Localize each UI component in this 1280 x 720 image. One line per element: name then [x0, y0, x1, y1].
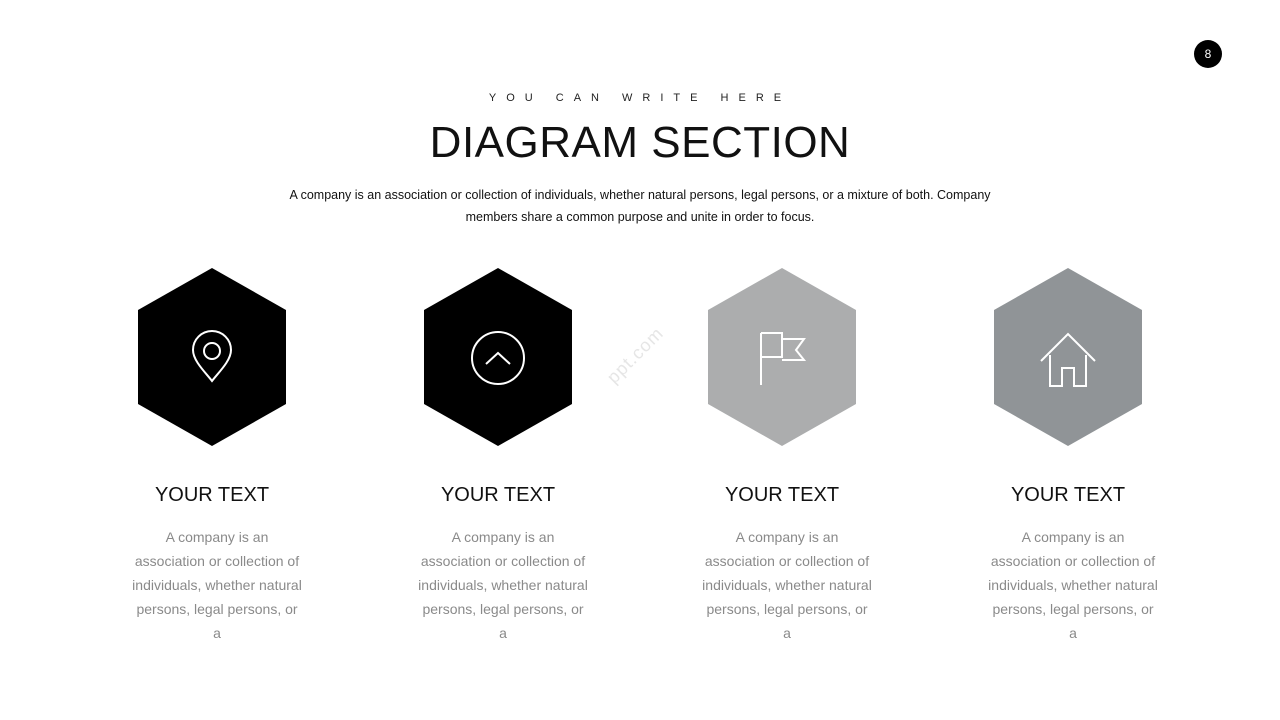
card-title: YOUR TEXT: [724, 484, 840, 506]
page-number-badge: 8: [1194, 40, 1222, 68]
card-description: A company is an association or collection of individuals, whether natural persons, legal persons, or a: [702, 529, 872, 641]
intro-paragraph: A company is an association or collection of individuals, whether natural persons, legal persons, or a mixture of both. Company members share a common purpose and unite in order to focus.: [289, 188, 991, 224]
card-title: YOUR TEXT: [1010, 484, 1126, 506]
card-description: A company is an association or collection of individuals, whether natural persons, legal persons, or a: [418, 529, 588, 641]
flag-icon: [752, 327, 812, 387]
hexagon-shape: [424, 268, 572, 446]
card-title: YOUR TEXT: [154, 484, 270, 506]
kicker-text: YOU CAN WRITE HERE: [488, 92, 792, 104]
watermark: ppt.com: [602, 322, 668, 388]
chevron-up-circle-icon: [468, 327, 528, 387]
location-pin-icon: [182, 327, 242, 387]
hexagon-shape: [138, 268, 286, 446]
page-title: DIAGRAM SECTION: [429, 118, 851, 167]
hexagon-shape: [708, 268, 856, 446]
home-icon: [1038, 327, 1098, 387]
card-description: A company is an association or collection of individuals, whether natural persons, legal persons, or a: [988, 529, 1158, 641]
card-title: YOUR TEXT: [440, 484, 556, 506]
card-description: A company is an association or collection of individuals, whether natural persons, legal persons, or a: [132, 529, 302, 641]
hexagon-shape: [994, 268, 1142, 446]
